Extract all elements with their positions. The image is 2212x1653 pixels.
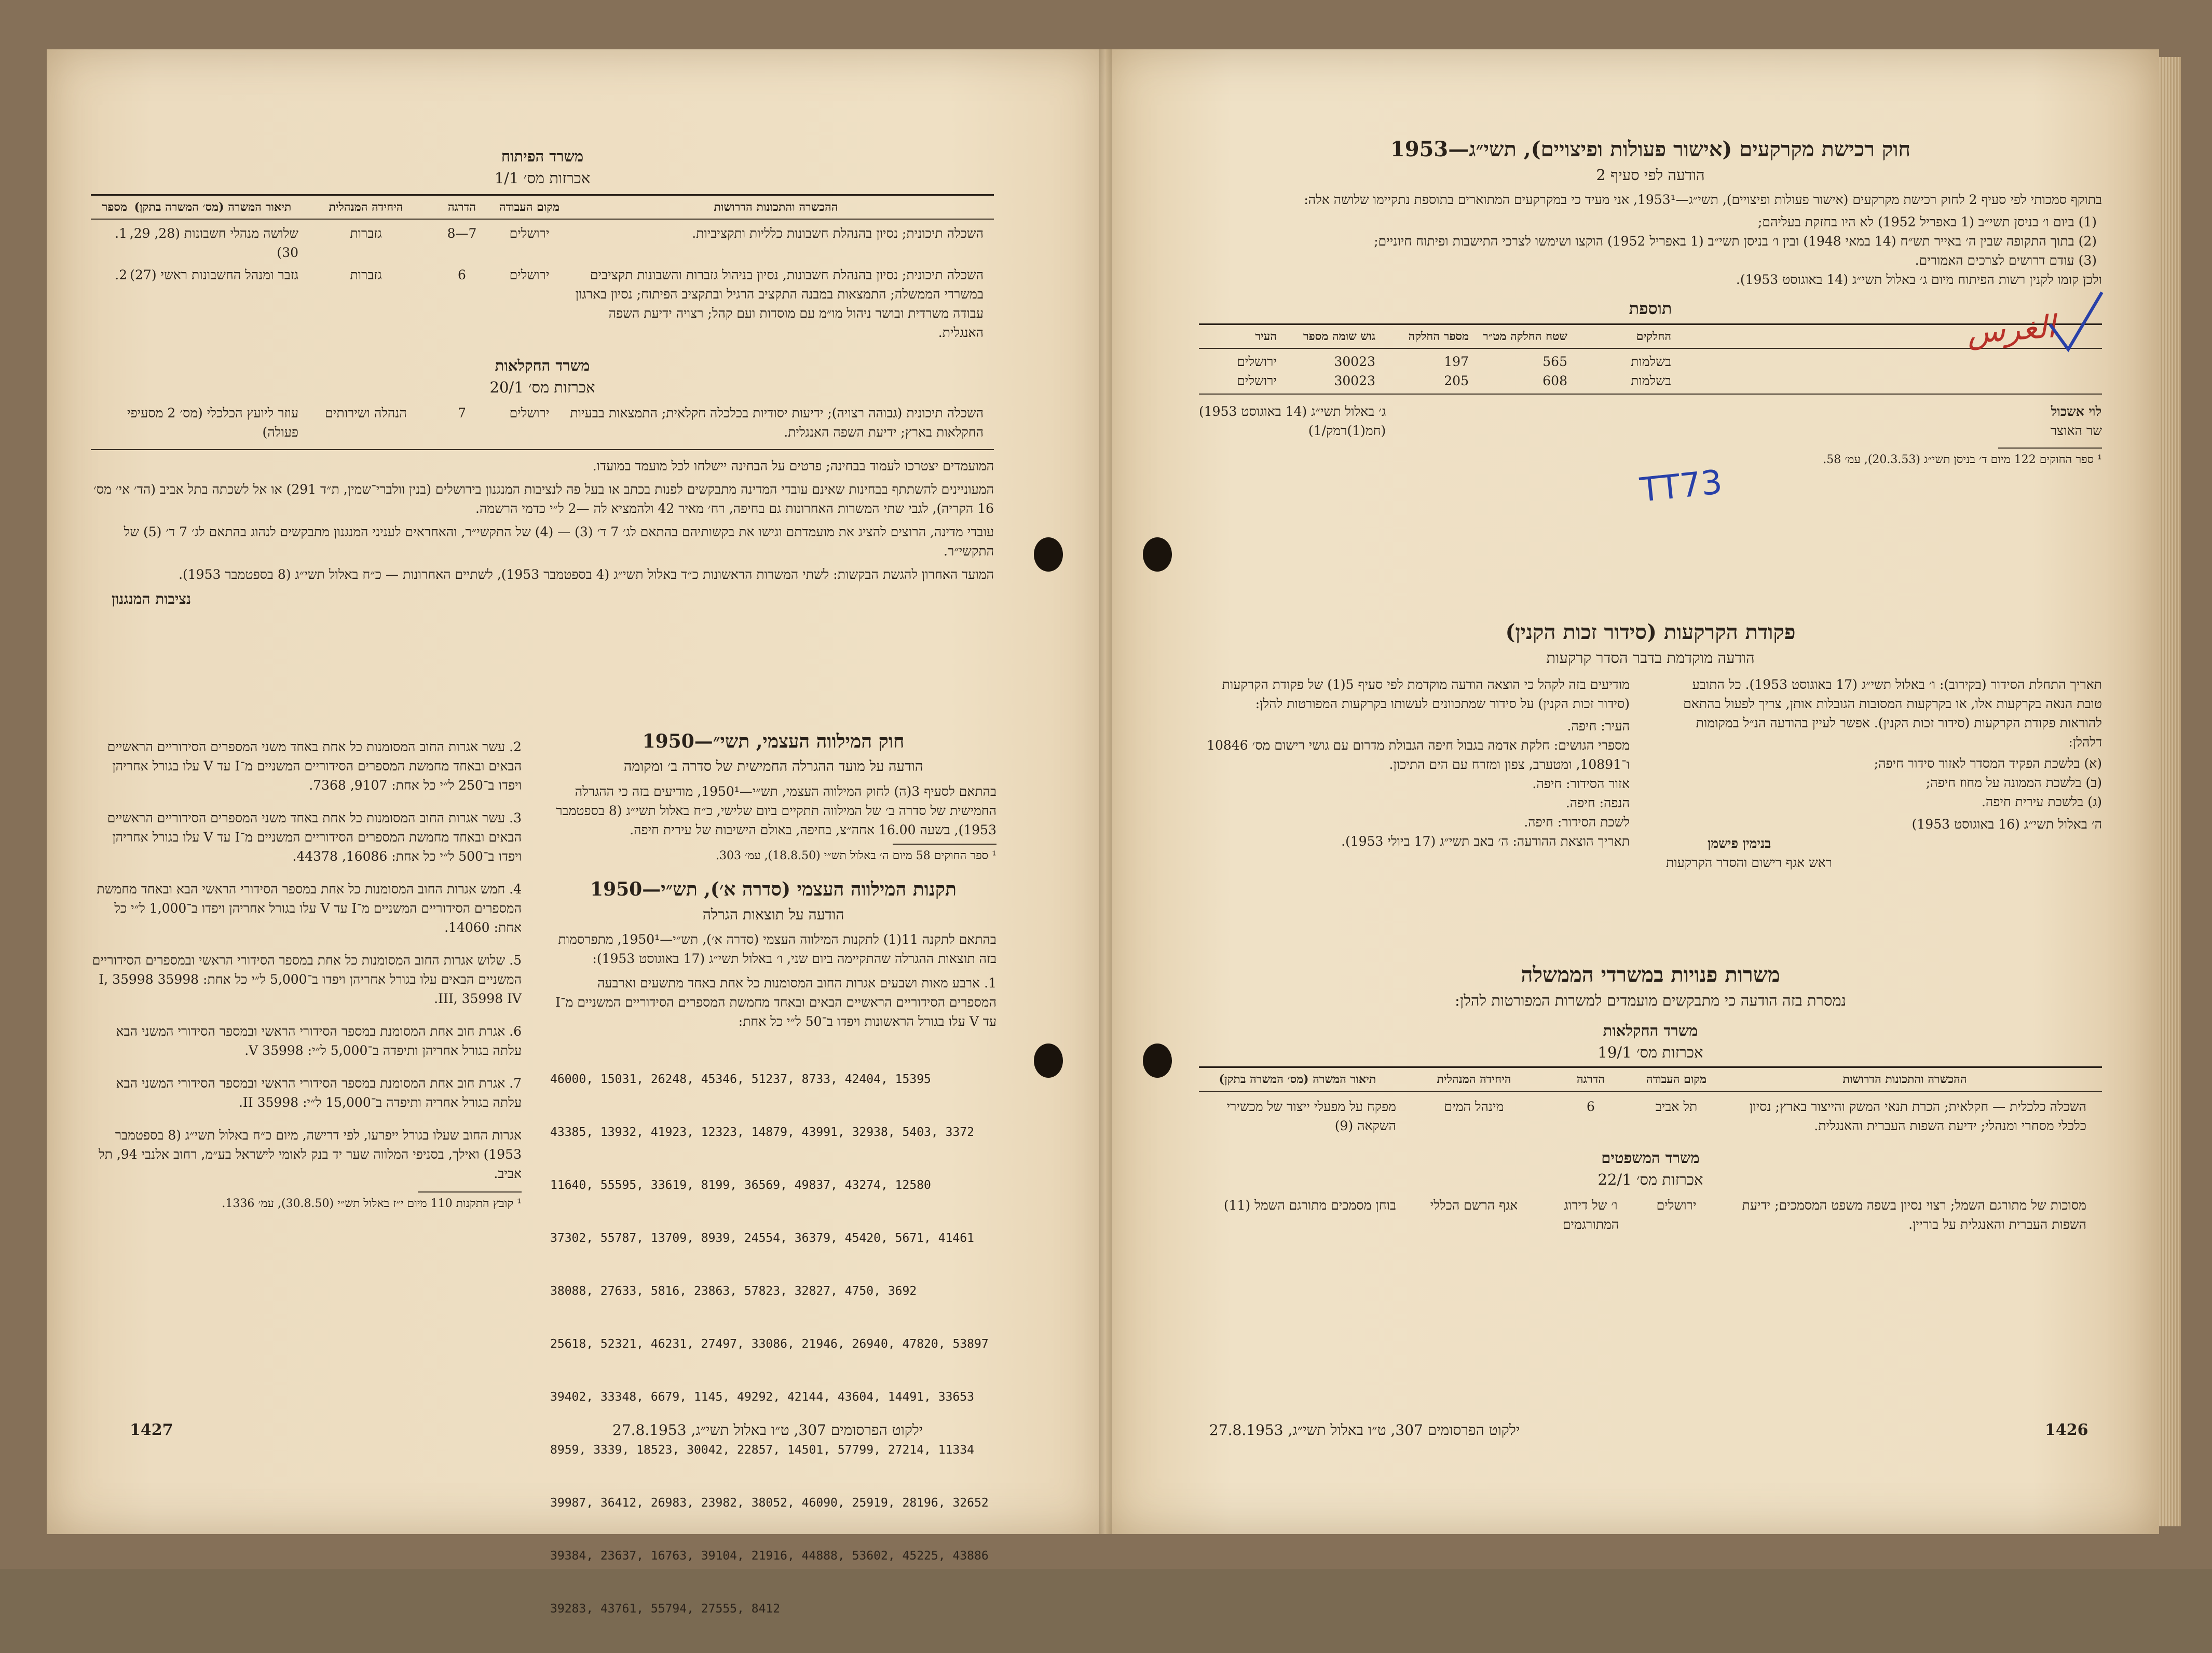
col-header: היחידה המנהלית xyxy=(1437,1073,1511,1086)
row-number: 1. xyxy=(115,226,127,241)
handwritten-annotation: TT73 xyxy=(1638,463,1724,510)
col-header: ההכשרה והתכונות הדרושות xyxy=(1842,1073,1967,1086)
note-paragraph: המועמדים יצטרכו לעמוד בבחינה; פרטים על הבחינה יישלחו לכל מועמד במועדו. xyxy=(592,458,994,473)
col-header: תיאור המשרה (מס׳ המשרה בתקן) xyxy=(1219,1073,1376,1086)
lottery-item: אגרות החוב שעלו בגורל ייפרעו, לפי דרישה, מיום כ״ח באלול תשי״ג (8 בספטמבר 1953) ואילך, בסניפי המלווה שער יד בנק לאומי לישראל בע״מ, רחוב אלנבי 94, תל אביב. xyxy=(98,1128,522,1181)
reference-code: (חמ(1)רמק/1) xyxy=(1308,423,1386,438)
place-item: (ב) בלשכת הממונה על מחוז חיפה; xyxy=(1926,775,2102,790)
tender-number: אכרזות מס׳ 22/1 xyxy=(1597,1171,1703,1188)
table-cell: בשלמות xyxy=(1631,354,1671,369)
place-item: (א) בלשכת הפקיד המסדר לאזור סידור חיפה; xyxy=(1874,756,2102,771)
table-row xyxy=(91,398,994,442)
law-body: בהתאם לסעיף 3(ה) לחוק המילווה העצמי, תש״י—1950¹, מודיעים בזה כי ההגרלה החמישית של סדרה ב׳ של המילווה תתקיים ביום שלישי, כ״ח באלול תשי״ג (8 בספטמבר 1953), בשעה 16.00 אחה״צ, בחיפה, באולם הישיבות של עירית חיפה. xyxy=(556,784,996,837)
table-cell: 30023 xyxy=(1334,354,1375,369)
signer-name: בנימין פישמן xyxy=(1708,836,1771,851)
section-title: משרד החקלאות xyxy=(1603,1022,1698,1039)
note-paragraph: המועד האחרון להגשת הבקשות: לשתי המשרות הראשונות כ״ד באלול תשי״ג (4 בספטמבר 1953), לשתיים האחרונות — כ״ח באלול תשי״ג (8 בספטמבר 1953). xyxy=(179,567,994,582)
date: ג׳ באלול תשי״ג (14 באוגוסט 1953) xyxy=(1199,404,1386,419)
number-line: 39402, 33348, 6679, 1145, 49292, 42144, 43604, 14491, 33653 xyxy=(550,1390,974,1404)
grade: 6 xyxy=(458,267,466,282)
col-header: הדרגה xyxy=(1577,1073,1605,1086)
signer-name: לוי אשכול xyxy=(2051,404,2102,419)
job-description: עוזר ליועץ הכלכלי (מס׳ 2 מסעיפי פעולה) xyxy=(127,405,298,440)
note-paragraph: עובדי מדינה, הרוצים להציג את מועמדתם וגישו את בקשותיהם בהתאם לג׳ 7 ד׳ (3) — (4) של התקשי״ר, והאחראים לעניני המנגנון מתבקשים לנהוג בהתאם לג׳ 7 ד׳ (5) של התקשי״ר. xyxy=(124,524,994,559)
number-line: 39283, 43761, 55794, 27555, 8412 xyxy=(550,1602,781,1616)
tender-number: אכרזות מס׳ 1/1 xyxy=(494,169,591,187)
place-item: (ג) בלשכת עירית חיפה. xyxy=(1981,794,2102,809)
ordinance-field: לשכת הסידור: חיפה. xyxy=(1524,815,1630,830)
table-header xyxy=(91,196,994,219)
tender-number: אכרזות מס׳ 19/1 xyxy=(1597,1044,1703,1061)
signature: נציבות המנגנון xyxy=(112,590,192,607)
dev-ministry-section xyxy=(91,145,994,610)
law-subtitle: הודעה על מועד ההגרלה החמישית של סדרה ב׳ ומקומה xyxy=(623,758,923,775)
admin-unit: מינהל המים xyxy=(1444,1099,1504,1114)
ordinance-field: העיר: חיפה. xyxy=(1567,719,1630,734)
ordinance-body: מודיעים בזה לקהל כי הוצאה הודעה מוקדמת לפי סעיף 5(1) של פקודת הקרקעות (סידור זכות הקנין) על סידור שמתכוונים לעשותו בקרקעות המפורטות להלן: xyxy=(1222,677,1630,711)
ordinance-left-column xyxy=(1666,675,2102,872)
row-number: 2. xyxy=(115,267,127,282)
workplace: ירושלים xyxy=(509,405,550,421)
ordinance-body: תאריך התחלת הסידור (בקירוב): ו׳ באלול תשי״ג (17 באוגוסט 1953). כל התובע טובת הנאה בקרקעות אלו, או בקרקעות המסובות הגובלות אותן, צריך לפעול בהתאם להוראות פקודת הקרקעות (סידור זכות הקנין). אפשר לעיין בהודעה הנ״ל במקומות דלהלן: xyxy=(1683,677,2102,750)
ordinance-field: אזור הסידור: חיפה. xyxy=(1532,776,1630,791)
closing-line: ולכן קומו לקנין רשות הפיתוח מיום ג׳ באלול תשי״ג (14 באוגוסט 1953). xyxy=(1736,272,2102,287)
table-cell: 205 xyxy=(1444,373,1469,388)
binding-hole xyxy=(1034,1044,1063,1078)
regs-title: תקנות המילווה העצמי (סדרה א׳), תש״י—1950 xyxy=(590,878,957,900)
page-edges xyxy=(2159,57,2181,1526)
ordinance-title: פקודת הקרקעות (סידור זכות הקנין) xyxy=(1505,620,1796,644)
conditions-list xyxy=(1199,212,2102,270)
job-description: מפקח על מפעלי ייצור של מכשירי השקאה (9) xyxy=(1226,1099,1396,1133)
lottery-item: 3. עשר אגרות החוב המסומנות כל אחת באחד משני המספרים הסידוריים הראשיים הבאים ובאחד מחמשת המספרים הסידוריים המשניים מ־I עד V עלו בגורל אחריהן ויפדו ב־500 ל״י כל אחת: 16086, 44378. xyxy=(107,810,522,864)
workplace: ירושלים xyxy=(509,226,550,241)
number-line: 43385, 13932, 41923, 12323, 14879, 43991, 32938, 5403, 3372 xyxy=(550,1126,974,1139)
section-title: משרד החקלאות xyxy=(495,357,590,374)
vacancies-title: משרות פנויות במשרדי הממשלה xyxy=(1521,963,1780,987)
col-header: החלקים xyxy=(1636,330,1671,343)
footnote: ¹ קובץ התקנות 110 מיום י״ז באלול תש״י (30.8.50), עמ׳ 1336. xyxy=(222,1197,522,1210)
admin-unit: אגף הרשם הכללי xyxy=(1430,1198,1518,1213)
condition-item: (2) בתוך התקופה שבין ה׳ באייר תש״ח (14 במאי 1948) ובין ו׳ בניסן תשי״ב (1 באפריל 1952) הוקצו ושימשו לצרכי התישבות ופיתוח חיוניים; xyxy=(1374,234,2097,249)
table-cell: 608 xyxy=(1542,373,1567,388)
lottery-item: 7. אגרת חוב אחת המסומנת במספר הסידורי הראשי ובמספר הסידורי המשני הבא עלתה בגורל אחריה ותיפדה ב־15,000 ל״י: 35998 II. xyxy=(116,1076,522,1110)
winning-numbers xyxy=(550,1035,996,1653)
col-header: מספר החלקה xyxy=(1408,330,1469,343)
handwritten-red-note: الغرس xyxy=(1965,308,2057,351)
job-description: בוחן מסמכים מתורגם השמל (11) xyxy=(1223,1198,1396,1213)
requirements: השכלה תיכונית; נסיון בהנהלת חשבונות כלליות ותקציביות. xyxy=(692,226,984,241)
table-row xyxy=(91,262,994,342)
loan-items-column xyxy=(91,737,522,1212)
grade: 6 xyxy=(1587,1099,1595,1114)
annex-title: תוספת xyxy=(1629,299,1672,318)
workplace: תל אביב xyxy=(1655,1099,1698,1114)
table-row xyxy=(1199,371,2102,390)
requirements: השכלה תיכונית; נסיון בהנהלת חשבונות, נסיון בניהול גזברות והשבונות תקציבים במשרדי הממשלה; התמצאות במבנה התקציב הרגיל ובתקציב הפיתוח; נסיון בארגון עבודה משרדית ובושר ניהול מו״מ עם מוסדות ועם קהל; רצויה ידיעת השפה האנגלית. xyxy=(575,267,984,340)
col-header: ההכשרה והתכונות הדרושות xyxy=(714,200,838,214)
vacancies-subtitle: נמסרת בזה הודעה כי מתבקשים מועמדים למשרות המפורטות להלן: xyxy=(1455,992,1846,1009)
journal-footer: ילקוט הפרסומים 307, ט״ו באלול תשי״ג, 27.8.1953 xyxy=(612,1421,923,1439)
table-cell: 197 xyxy=(1444,354,1469,369)
table-row xyxy=(91,220,994,262)
book-spine xyxy=(1099,49,1112,1534)
job-description: שלושה מנהלי חשבונות (28, 29, 30) xyxy=(129,226,298,260)
lottery-item: 1. ארבע מאות ושבעים אגרות החוב המסומנות כל אחת באחד מתשעים וארבעה המספרים הסידוריים הראשיים הבאים ובאחד מחמשת המספרים הסידוריים המשניים מ־I עד V עלו בגורל הראשונות ויפדו ב־50 ל״י כל אחת: xyxy=(555,975,996,1029)
lands-ordinance-section xyxy=(1199,618,2102,872)
number-line: 8959, 3339, 18523, 30042, 22857, 14501, 57799, 27214, 11334 xyxy=(550,1443,974,1457)
col-header: העיר xyxy=(1255,330,1277,343)
table-cell: ירושלים xyxy=(1237,354,1277,369)
number-line: 39987, 36412, 26983, 23982, 38052, 46090, 25919, 28196, 32652 xyxy=(550,1496,989,1510)
signer-title: שר האוצר xyxy=(2050,423,2102,438)
number-line: 37302, 55787, 13709, 8939, 24554, 36379, 45420, 5671, 41461 xyxy=(550,1231,974,1245)
condition-item: (3) עודם דרושים לצרכים האמורים. xyxy=(1915,253,2097,268)
law-body: בתוקף סמכותי לפי סעיף 2 לחוק רכישת מקרקעים (אישור פעולות ופיצויים), תשי״ג—1953¹, אני מעיד כי במקרקעים המתוארים בתוספת נתקיימו שלושה אלה: xyxy=(1304,192,2102,207)
page-number: 1427 xyxy=(130,1421,173,1439)
section-title: משרד הפיתוח xyxy=(501,147,584,165)
section-title: משרד המשפטים xyxy=(1601,1149,1700,1167)
ordinance-right-column xyxy=(1199,675,1630,872)
lottery-item: 6. אגרת חוב אחת המסומנת במספר הסידורי הראשי ובמספר הסידורי המשני הבא עלתה בגורל אחריהן ותיפדה ב־5,000 ל״י: 35998 V. xyxy=(116,1024,522,1058)
signature-row xyxy=(1199,402,2102,440)
binding-hole xyxy=(1143,1044,1172,1078)
requirements: השכלה תיכונית (גבוהה רצויה); ידיעות יסודיות בכלכלה חקלאית; התמצאות בבעיות החקלאות בארץ; ידיעת השפה האנגלית. xyxy=(570,405,984,440)
regs-subtitle: הודעה על תוצאות הגרלה xyxy=(702,906,844,923)
note-paragraph: המעוניינים להשתתף בבחינות שאינם עובדי המדינה מתבקשים לפנות בכתב או בעל פה לנציבות המנגנון בירושלים (בנין וולברי־שמין, ת״ד 291) או אל לשכתה בתל אביב (הד׳ אי׳ מס׳ 16 הקריה), לגבי שתי המשרות האחרונות גם בחיפה, רח׳ מאיר 42 ולהמציא לה —2 ל״י כדמי הרשמה. xyxy=(93,482,994,516)
grade: 7 xyxy=(458,405,466,421)
tender-number: אכרזות מס׳ 20/1 xyxy=(489,378,595,396)
table-row xyxy=(1199,1092,2102,1135)
law-title: חוק המילווה העצמי, תשי״—1950 xyxy=(642,730,905,752)
col-header: הדרגה xyxy=(448,200,476,214)
workplace: ירושלים xyxy=(1656,1198,1697,1213)
admin-unit: הנהלה ושירותים xyxy=(325,405,407,421)
job-description: גזבר ומנהל החשבונות ראשי (27) xyxy=(130,267,298,282)
workplace: ירושלים xyxy=(509,267,550,282)
loan-law-column xyxy=(550,727,996,1653)
table-cell: 30023 xyxy=(1334,373,1375,388)
condition-item: (1) ביום ו׳ בניסן תשי״ב (1 באפריל 1952) לא היו בחזקת בעליהם; xyxy=(1757,214,2097,229)
notes-block xyxy=(91,456,994,584)
journal-footer: ילקוט הפרסומים 307, ט״ו באלול תשי״ג, 27.8.1953 xyxy=(1209,1421,1520,1439)
ordinance-field: מספרי הגושים: חלקת אדמה בגבול חיפה הגבולת מדרום עם גושי רישום מס׳ 10846 ו־10891, ומטערב, צפון ומזרח עם הים התיכון. xyxy=(1207,738,1630,772)
col-header: מקום העבודה xyxy=(499,200,560,214)
agri-ministry-block xyxy=(91,355,994,442)
ordinance-field: הנפה: חיפה. xyxy=(1565,795,1630,810)
ordinance-subtitle: הודעה מוקדמת בדבר הסדר קרקעות xyxy=(1546,649,1755,667)
number-line: 38088, 27633, 5816, 23863, 57823, 32827, 4750, 3692 xyxy=(550,1284,917,1298)
col-header: מקום העבודה xyxy=(1646,1073,1707,1086)
number-line: 39384, 23637, 16763, 39104, 21916, 44888, 53602, 45225, 43886 xyxy=(550,1549,989,1563)
requirements: השכלה כלכלית — חקלאית; הכרת תנאי המשק והייצור בארץ; נסיון כלכלי מסחרי ומנהלי; ידיעת השפות העברית והאנגלית. xyxy=(1749,1099,2086,1133)
col-header: תיאור המשרה (מס׳ המשרה בתקן) xyxy=(134,200,292,214)
grade: 7—8 xyxy=(447,226,477,241)
number-line: 11640, 55595, 33619, 8199, 36569, 49837, 43274, 12580 xyxy=(550,1178,931,1192)
table-row xyxy=(1199,1190,2102,1234)
grade: ו׳ של דירוג המתורגמים xyxy=(1562,1198,1619,1232)
requirements: מסוכות של מתורגם השמל; רצוי נסיון בשפה משפט המסמכים; ידיעת השפות העברית והאנגלית על בוריין. xyxy=(1742,1198,2086,1232)
table-cell: 565 xyxy=(1542,354,1567,369)
law-subtitle: הודעה לפי סעיף 2 xyxy=(1596,166,1705,184)
lottery-item: 4. חמש אגרות החוב המסומנות כל אחת במספר הסידורי הראשי הבא ובאחד מחמשת המספרים הסידוריים המשניים מ־I עד V עלו בגורל אחריהן ויפדו ב־1,000 ל״י כל אחת: 14060. xyxy=(97,882,522,935)
vacancies-section xyxy=(1199,960,2102,1234)
signer-title: ראש אגף רישום והסדר הקרקעות xyxy=(1666,855,1833,870)
col-header: גוש שומה מספר xyxy=(1303,330,1375,343)
table-cell: בשלמות xyxy=(1631,373,1671,388)
footnote: ¹ ספר החוקים 58 מיום ה׳ באלול תש״י (18.8.50), עמ׳ 303. xyxy=(716,849,996,862)
col-header: שטח החלקה מט״ר xyxy=(1482,330,1567,343)
binding-hole xyxy=(1143,537,1172,572)
lottery-item: 5. שלוש אגרות החוב המסומנות כל אחת במספר הסידורי הראשי ובמספרים הסידוריים המשניים הבאים עלו בגורל אחריהן ויפדו ב־5,000 ל״י כל אחת: 35998 I, 35998 III, 35998 IV. xyxy=(92,953,522,1006)
admin-unit: גזברות xyxy=(350,226,382,241)
admin-unit: גזברות xyxy=(350,267,382,282)
law-title: חוק רכישת מקרקעים (אישור פעולות ופיצויים), תשי״ג—1953 xyxy=(1390,137,1911,161)
check-mark-icon xyxy=(2045,288,2107,356)
table-row xyxy=(1199,349,2102,371)
col-header: היחידה המנהלית xyxy=(329,200,403,214)
land-law-section xyxy=(1199,135,2102,468)
footnote: ¹ ספר החוקים 122 מיום ד׳ בניסן תשי״ג (20.3.53), עמ׳ 58. xyxy=(1823,453,2102,466)
page-number: 1426 xyxy=(2045,1421,2088,1439)
number-line: 25618, 52321, 46231, 27497, 33086, 21946, 26940, 47820, 53897 xyxy=(550,1337,989,1351)
number-line: 46000, 15031, 26248, 45346, 51237, 8733, 42404, 15395 xyxy=(550,1073,931,1086)
table-header xyxy=(1199,1068,2102,1091)
two-columns xyxy=(1199,675,2102,872)
ordinance-field: תאריך הוצאת ההודעה: ה׳ באב תשי״ג (17 ביולי 1953). xyxy=(1341,834,1630,849)
regs-body: בהתאם לתקנה 11(1) לתקנות המילווה העצמי (סדרה א׳), תש״י—1950¹, מתפרסמות בזה תוצאות ההגרלה שהתקיימה ביום שני, ו׳ באלול תשי״ג (17 באוגוסט 1953): xyxy=(558,932,996,966)
binding-hole xyxy=(1034,537,1063,572)
date: ה׳ באלול תשי״ג (16 באוגוסט 1953) xyxy=(1911,817,2102,832)
table-cell: ירושלים xyxy=(1237,373,1277,388)
lottery-item: 2. עשר אגרות החוב המסומנות כל אחת באחד משני המספרים הסידוריים הראשיים הבאים ובאחד מחמשת המספרים הסידוריים המשניים מ־I עד V עלו בגורל אחריהן ויפדו ב־250 ל״י כל אחת: 9107, 7368. xyxy=(107,739,522,793)
col-header: מספר xyxy=(102,200,127,214)
